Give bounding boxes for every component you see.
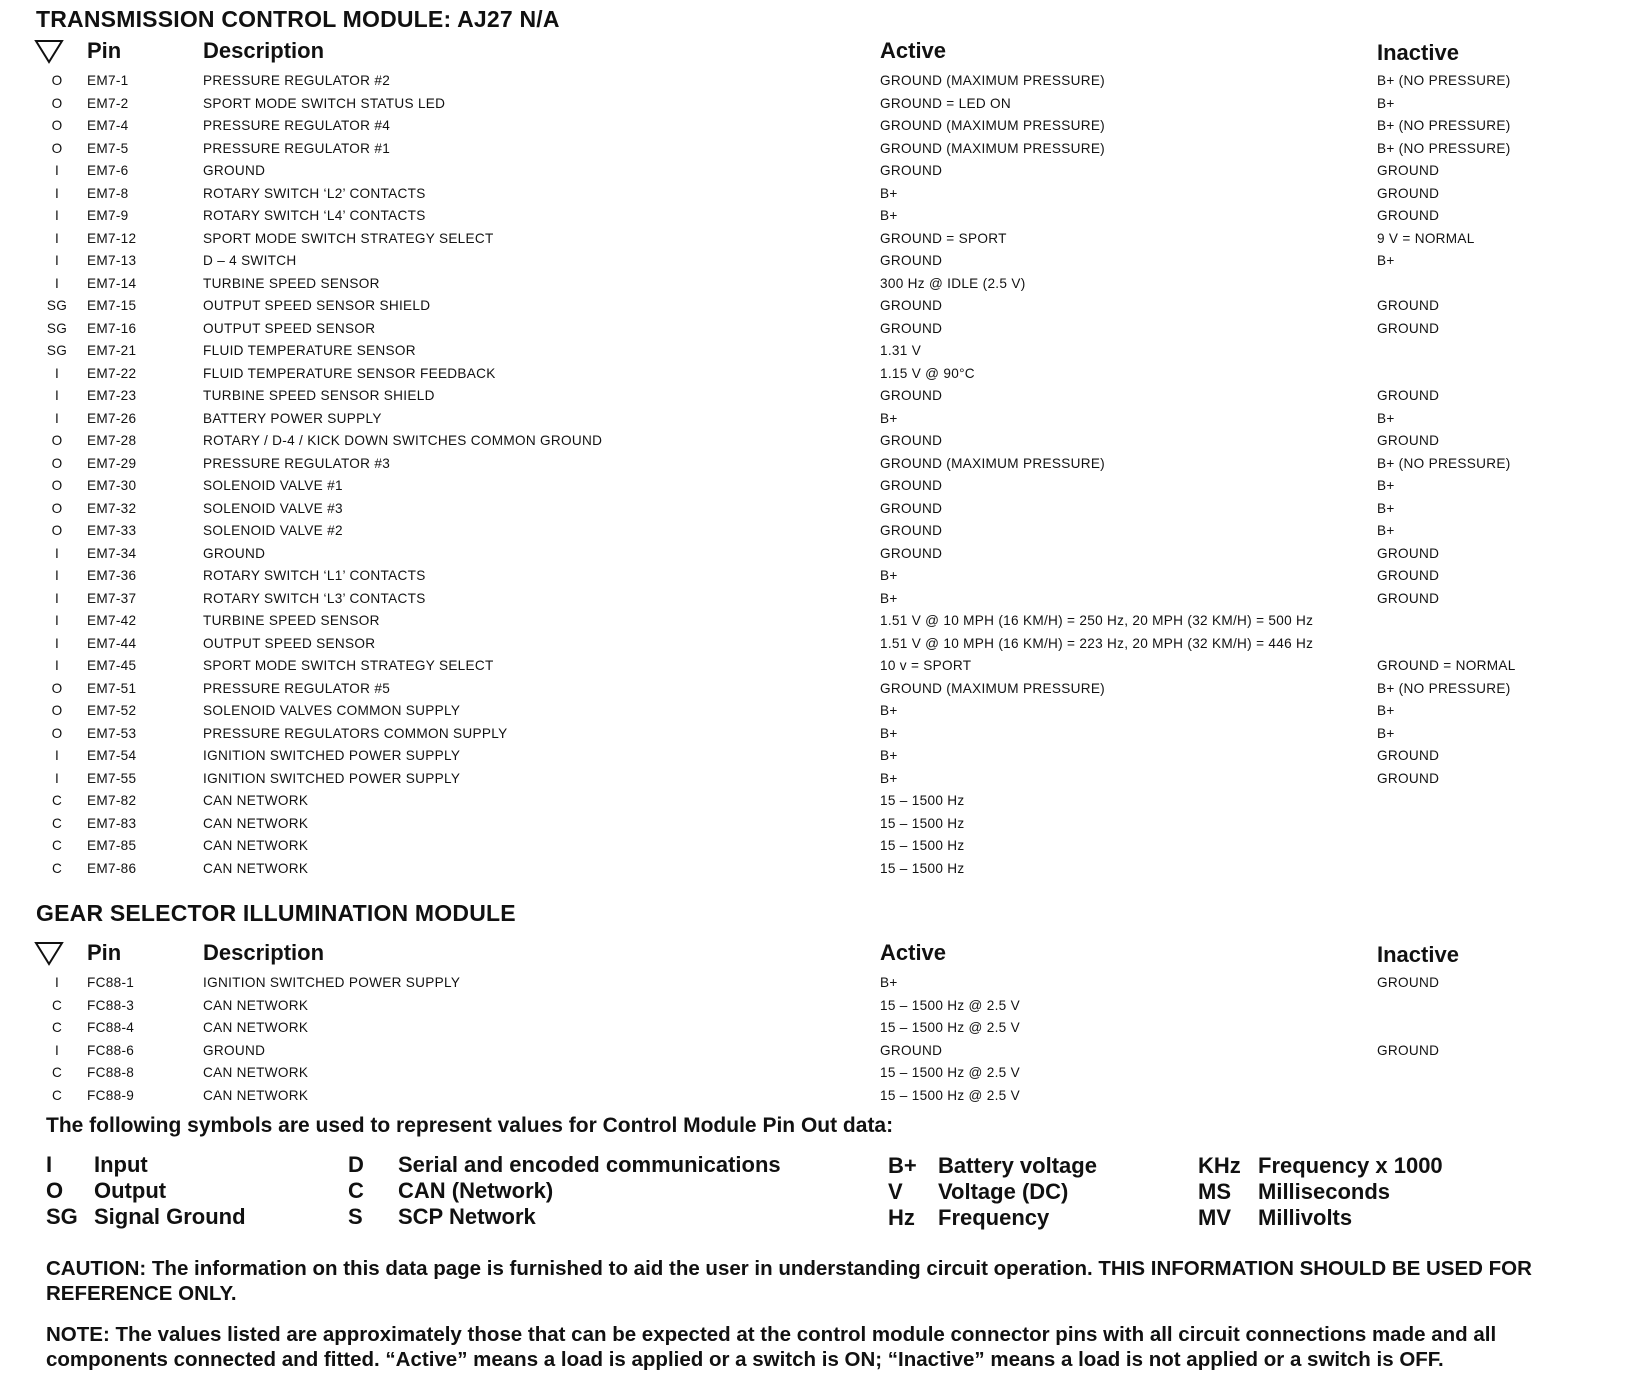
pin-id: EM7-52: [87, 703, 137, 718]
pin-type: O: [51, 725, 63, 741]
legend-symbol: I: [46, 1152, 53, 1177]
tcm-table-row: [0, 813, 1648, 836]
pin-id: EM7-29: [87, 455, 137, 471]
caution-text: CAUTION: The information on this data page is furnished to aid the user in understanding circuit operation. THIS INFORMATION SHOULD BE USED FOR REFERENCE ONLY.: [46, 1257, 1532, 1305]
active-value: GROUND: [880, 298, 943, 313]
tcm-table-row: [0, 138, 1648, 161]
active-value: 10 v = SPORT: [880, 658, 972, 673]
legend-symbol: V: [888, 1179, 903, 1204]
gsim-header-description: Description: [203, 940, 325, 965]
inactive-value: GROUND: [1377, 770, 1440, 786]
pin-type: I: [54, 658, 60, 673]
legend-symbol: MS: [1198, 1179, 1231, 1204]
pin-type: C: [51, 1065, 63, 1080]
pin-type: I: [54, 410, 60, 426]
pin-description: GROUND: [203, 1042, 266, 1058]
active-value: GROUND (MAXIMUM PRESSURE): [880, 455, 1106, 471]
pin-id: EM7-14: [87, 275, 137, 291]
gsim-table-row: [0, 1040, 1648, 1063]
pin-type: C: [51, 997, 63, 1013]
pin-id: EM7-82: [87, 793, 137, 808]
active-value: GROUND (MAXIMUM PRESSURE): [880, 118, 1106, 133]
tcm-table-row: [0, 115, 1648, 138]
pin-type: O: [51, 680, 63, 696]
pin-id: FC88-8: [87, 1065, 135, 1080]
inactive-value: B+ (NO PRESSURE): [1377, 140, 1511, 156]
pin-type: I: [54, 388, 60, 403]
pin-type: I: [54, 230, 60, 246]
active-value: GROUND: [880, 388, 943, 403]
legend-symbol: SG: [46, 1204, 78, 1229]
active-value: GROUND = SPORT: [880, 230, 1007, 246]
pin-id: EM7-28: [87, 433, 137, 448]
tcm-table-row: [0, 498, 1648, 521]
legend-symbol: S: [348, 1204, 363, 1229]
inactive-value: B+: [1377, 253, 1395, 268]
pin-type: O: [51, 455, 63, 471]
symbol-legend: [0, 1152, 1648, 1236]
pin-id: EM7-9: [87, 208, 129, 223]
legend-symbol: Hz: [888, 1205, 915, 1230]
pin-id: FC88-3: [87, 997, 135, 1013]
pin-id: EM7-2: [87, 95, 129, 111]
pin-type: SG: [46, 298, 68, 313]
legend-symbol: B+: [888, 1153, 917, 1178]
inactive-value: B+ (NO PRESSURE): [1377, 680, 1511, 696]
pin-id: FC88-4: [87, 1020, 135, 1035]
inactive-value: GROUND: [1377, 298, 1440, 313]
inactive-value: GROUND = NORMAL: [1377, 658, 1516, 673]
legend-text: Serial and encoded communications: [398, 1152, 781, 1177]
active-value: B+: [880, 410, 898, 426]
legend-text: Voltage (DC): [938, 1179, 1069, 1204]
pin-id: EM7-34: [87, 545, 137, 561]
pin-description: CAN NETWORK: [203, 1065, 309, 1080]
legend-symbol: MV: [1198, 1205, 1231, 1230]
active-value: 1.51 V @ 10 MPH (16 KM/H) = 223 Hz, 20 MPH (32 KM/H) = 446 Hz: [880, 635, 1314, 651]
active-value: GROUND (MAXIMUM PRESSURE): [880, 140, 1106, 156]
gsim-table-row: [0, 1062, 1648, 1085]
tcm-table-row: [0, 543, 1648, 566]
active-value: GROUND = LED ON: [880, 95, 1012, 111]
pin-type: C: [51, 1020, 63, 1035]
pin-description: SOLENOID VALVES COMMON SUPPLY: [203, 703, 461, 718]
pin-description: PRESSURE REGULATORS COMMON SUPPLY: [203, 725, 508, 741]
triangle-down-icon: [34, 38, 64, 64]
tcm-table-row: [0, 228, 1648, 251]
tcm-table-row: [0, 250, 1648, 273]
tcm-table-row: [0, 745, 1648, 768]
pin-description: IGNITION SWITCHED POWER SUPPLY: [203, 975, 461, 990]
active-value: B+: [880, 208, 898, 223]
inactive-value: B+: [1377, 703, 1395, 718]
active-value: GROUND: [880, 500, 943, 516]
inactive-value: GROUND: [1377, 568, 1440, 583]
pin-id: EM7-8: [87, 185, 129, 201]
pin-description: IGNITION SWITCHED POWER SUPPLY: [203, 748, 461, 763]
pin-type: C: [51, 815, 63, 831]
gsim-table-row: [0, 1085, 1648, 1108]
pin-description: CAN NETWORK: [203, 838, 309, 853]
pin-id: EM7-30: [87, 478, 137, 493]
pin-type: SG: [46, 343, 68, 358]
tcm-table-row: [0, 160, 1648, 183]
tcm-header-pin: Pin: [87, 38, 122, 63]
pin-description: OUTPUT SPEED SENSOR: [203, 320, 376, 336]
active-value: B+: [880, 748, 898, 763]
pin-id: FC88-9: [87, 1087, 135, 1103]
tcm-table: [0, 70, 1648, 880]
gsim-title: GEAR SELECTOR ILLUMINATION MODULE: [36, 900, 516, 926]
active-value: B+: [880, 725, 898, 741]
legend-text: Output: [94, 1178, 167, 1203]
pin-id: EM7-15: [87, 298, 137, 313]
active-value: 15 – 1500 Hz: [880, 815, 965, 831]
legend-text: Signal Ground: [94, 1204, 246, 1229]
pin-type: C: [51, 838, 63, 853]
active-value: GROUND (MAXIMUM PRESSURE): [880, 680, 1106, 696]
inactive-value: GROUND: [1377, 590, 1440, 606]
inactive-value: GROUND: [1377, 320, 1440, 336]
inactive-value: GROUND: [1377, 185, 1440, 201]
pin-id: EM7-22: [87, 365, 137, 381]
legend-text: Millivolts: [1258, 1205, 1353, 1230]
active-value: 15 – 1500 Hz @ 2.5 V: [880, 1065, 1020, 1080]
tcm-table-row: [0, 768, 1648, 791]
inactive-value: GROUND: [1377, 975, 1440, 990]
legend-intro: The following symbols are used to represent values for Control Module Pin Out data:: [46, 1114, 894, 1137]
pin-description: OUTPUT SPEED SENSOR SHIELD: [203, 298, 431, 313]
pin-description: SOLENOID VALVE #2: [203, 523, 343, 538]
pin-description: ROTARY SWITCH ‘L2’ CONTACTS: [203, 185, 426, 201]
pin-type: I: [54, 208, 60, 223]
pin-type: O: [51, 140, 63, 156]
pin-id: EM7-23: [87, 388, 137, 403]
active-value: GROUND (MAXIMUM PRESSURE): [880, 73, 1106, 88]
tcm-table-row: [0, 183, 1648, 206]
pin-type: I: [54, 1042, 60, 1058]
tcm-table-row: [0, 655, 1648, 678]
pin-id: EM7-51: [87, 680, 137, 696]
tcm-table-row: [0, 430, 1648, 453]
gsim-header-row: [0, 940, 1648, 970]
active-value: 15 – 1500 Hz: [880, 838, 965, 853]
tcm-table-row: [0, 408, 1648, 431]
pin-type: O: [51, 95, 63, 111]
pin-id: EM7-13: [87, 253, 137, 268]
pin-id: EM7-1: [87, 73, 129, 88]
tcm-table-row: [0, 790, 1648, 813]
pin-type: I: [54, 568, 60, 583]
pin-id: EM7-12: [87, 230, 137, 246]
active-value: GROUND: [880, 478, 943, 493]
inactive-value: GROUND: [1377, 163, 1440, 178]
gsim-table-row: [0, 1017, 1648, 1040]
inactive-value: GROUND: [1377, 208, 1440, 223]
inactive-value: GROUND: [1377, 1042, 1440, 1058]
inactive-value: B+ (NO PRESSURE): [1377, 455, 1511, 471]
active-value: B+: [880, 590, 898, 606]
active-value: 15 – 1500 Hz: [880, 860, 965, 876]
pin-id: FC88-1: [87, 975, 135, 990]
pin-id: EM7-54: [87, 748, 137, 763]
legend-text: Frequency: [938, 1205, 1050, 1230]
active-value: B+: [880, 770, 898, 786]
pin-description: SPORT MODE SWITCH STRATEGY SELECT: [203, 658, 494, 673]
pin-description: CAN NETWORK: [203, 793, 309, 808]
pin-description: ROTARY SWITCH ‘L1’ CONTACTS: [203, 568, 426, 583]
pin-type: O: [51, 433, 63, 448]
inactive-value: GROUND: [1377, 388, 1440, 403]
pin-description: OUTPUT SPEED SENSOR: [203, 635, 376, 651]
inactive-value: 9 V = NORMAL: [1377, 230, 1475, 246]
active-value: B+: [880, 975, 898, 990]
gsim-header-pin: Pin: [87, 940, 122, 965]
tcm-table-row: [0, 610, 1648, 633]
tcm-table-row: [0, 273, 1648, 296]
pin-id: EM7-5: [87, 140, 129, 156]
pin-description: SPORT MODE SWITCH STRATEGY SELECT: [203, 230, 494, 246]
pin-description: ROTARY / D-4 / KICK DOWN SWITCHES COMMON GROUND: [203, 433, 603, 448]
tcm-title: TRANSMISSION CONTROL MODULE: AJ27 N/A: [36, 6, 560, 32]
pin-id: EM7-37: [87, 590, 137, 606]
active-value: B+: [880, 703, 898, 718]
tcm-table-row: [0, 93, 1648, 116]
tcm-header-inactive: Inactive: [1377, 40, 1459, 65]
note-text: NOTE: The values listed are approximately those that can be expected at the control module connector pins with all circuit connections made and all components connected and fitted. “Active” means a load is applied or a switch is ON; “Inactive” means a load is not applied or a switch is OFF.: [46, 1323, 1497, 1371]
pin-description: TURBINE SPEED SENSOR: [203, 275, 380, 291]
legend-text: CAN (Network): [398, 1178, 554, 1203]
inactive-value: B+: [1377, 725, 1395, 741]
pin-id: FC88-6: [87, 1042, 135, 1058]
active-value: GROUND: [880, 1042, 943, 1058]
pin-id: EM7-33: [87, 523, 137, 538]
pin-id: EM7-86: [87, 860, 137, 876]
tcm-table-row: [0, 363, 1648, 386]
tcm-table-row: [0, 700, 1648, 723]
inactive-value: B+: [1377, 500, 1395, 516]
pin-description: SOLENOID VALVE #3: [203, 500, 343, 516]
legend-symbol: O: [46, 1178, 64, 1203]
pin-id: EM7-36: [87, 568, 137, 583]
pin-type: I: [54, 253, 60, 268]
pin-type: I: [54, 613, 60, 628]
tcm-table-row: [0, 565, 1648, 588]
inactive-value: B+: [1377, 478, 1395, 493]
pin-description: D – 4 SWITCH: [203, 253, 297, 268]
pin-description: TURBINE SPEED SENSOR: [203, 613, 380, 628]
pin-description: FLUID TEMPERATURE SENSOR FEEDBACK: [203, 365, 496, 381]
pin-type: SG: [46, 320, 68, 336]
pin-description: CAN NETWORK: [203, 1087, 309, 1103]
pin-type: O: [51, 703, 63, 718]
pin-id: EM7-6: [87, 163, 129, 178]
active-value: 1.51 V @ 10 MPH (16 KM/H) = 250 Hz, 20 MPH (32 KM/H) = 500 Hz: [880, 613, 1314, 628]
active-value: B+: [880, 185, 898, 201]
legend-text: Input: [94, 1152, 148, 1177]
pin-type: O: [51, 118, 63, 133]
active-value: GROUND: [880, 253, 943, 268]
pin-description: CAN NETWORK: [203, 815, 309, 831]
tcm-table-row: [0, 678, 1648, 701]
inactive-value: B+ (NO PRESSURE): [1377, 118, 1511, 133]
pin-description: PRESSURE REGULATOR #4: [203, 118, 391, 133]
pin-type: I: [54, 275, 60, 291]
tcm-table-row: [0, 835, 1648, 858]
legend-symbol: D: [348, 1152, 364, 1177]
tcm-table-row: [0, 318, 1648, 341]
pin-description: PRESSURE REGULATOR #5: [203, 680, 391, 696]
legend-text: SCP Network: [398, 1204, 536, 1229]
tcm-table-row: [0, 588, 1648, 611]
inactive-value: B+: [1377, 95, 1395, 111]
tcm-table-row: [0, 453, 1648, 476]
inactive-value: GROUND: [1377, 545, 1440, 561]
tcm-header-description: Description: [203, 38, 325, 63]
pin-type: I: [54, 635, 60, 651]
inactive-value: GROUND: [1377, 433, 1440, 448]
pin-description: GROUND: [203, 163, 266, 178]
active-value: GROUND: [880, 163, 943, 178]
inactive-value: B+ (NO PRESSURE): [1377, 73, 1511, 88]
tcm-table-row: [0, 858, 1648, 881]
pin-type: O: [51, 478, 63, 493]
pin-id: EM7-21: [87, 343, 137, 358]
pin-description: TURBINE SPEED SENSOR SHIELD: [203, 388, 435, 403]
tcm-table-row: [0, 70, 1648, 93]
active-value: 1.31 V: [880, 343, 922, 358]
pin-type: O: [51, 500, 63, 516]
pin-type: O: [51, 73, 63, 88]
gsim-header-active: Active: [880, 940, 947, 965]
pin-description: SOLENOID VALVE #1: [203, 478, 343, 493]
active-value: GROUND: [880, 545, 943, 561]
pin-id: EM7-55: [87, 770, 137, 786]
pin-description: ROTARY SWITCH ‘L3’ CONTACTS: [203, 590, 426, 606]
active-value: GROUND: [880, 433, 943, 448]
active-value: B+: [880, 568, 898, 583]
pin-description: CAN NETWORK: [203, 997, 309, 1013]
tcm-table-row: [0, 633, 1648, 656]
pin-description: SPORT MODE SWITCH STATUS LED: [203, 95, 446, 111]
gsim-table-row: [0, 972, 1648, 995]
legend-symbol: C: [348, 1178, 364, 1203]
tcm-table-row: [0, 340, 1648, 363]
pin-description: BATTERY POWER SUPPLY: [203, 410, 382, 426]
pin-id: EM7-53: [87, 725, 137, 741]
pin-id: EM7-44: [87, 635, 137, 651]
pin-type: I: [54, 185, 60, 201]
gsim-header-inactive: Inactive: [1377, 942, 1459, 967]
pin-type: C: [51, 860, 63, 876]
pin-description: CAN NETWORK: [203, 860, 309, 876]
pin-description: CAN NETWORK: [203, 1020, 309, 1035]
pin-type: I: [54, 975, 60, 990]
pin-type: I: [54, 163, 60, 178]
pin-type: O: [51, 523, 63, 538]
pin-type: I: [54, 545, 60, 561]
pin-id: EM7-45: [87, 658, 137, 673]
tcm-table-row: [0, 520, 1648, 543]
pin-type: I: [54, 770, 60, 786]
legend-symbol: KHz: [1198, 1153, 1241, 1178]
legend-text: Battery voltage: [938, 1153, 1097, 1178]
inactive-value: B+: [1377, 410, 1395, 426]
pin-type: I: [54, 748, 60, 763]
legend-text: Frequency x 1000: [1258, 1153, 1443, 1178]
pin-id: EM7-85: [87, 838, 137, 853]
tcm-table-row: [0, 723, 1648, 746]
pin-type: C: [51, 793, 63, 808]
active-value: 15 – 1500 Hz @ 2.5 V: [880, 997, 1020, 1013]
tcm-header-active: Active: [880, 38, 947, 63]
tcm-table-row: [0, 385, 1648, 408]
active-value: 15 – 1500 Hz @ 2.5 V: [880, 1087, 1020, 1103]
active-value: GROUND: [880, 523, 943, 538]
pin-id: EM7-83: [87, 815, 137, 831]
tcm-table-row: [0, 295, 1648, 318]
active-value: 15 – 1500 Hz: [880, 793, 965, 808]
tcm-header-row: [0, 38, 1648, 68]
gsim-table: [0, 972, 1648, 1107]
pin-id: EM7-16: [87, 320, 137, 336]
pin-description: PRESSURE REGULATOR #2: [203, 73, 391, 88]
pin-description: ROTARY SWITCH ‘L4’ CONTACTS: [203, 208, 426, 223]
gsim-table-row: [0, 995, 1648, 1018]
pin-id: EM7-26: [87, 410, 137, 426]
pin-description: FLUID TEMPERATURE SENSOR: [203, 343, 416, 358]
pin-id: EM7-32: [87, 500, 137, 516]
active-value: 1.15 V @ 90°C: [880, 365, 975, 381]
active-value: 300 Hz @ IDLE (2.5 V): [880, 275, 1026, 291]
active-value: GROUND: [880, 320, 943, 336]
inactive-value: GROUND: [1377, 748, 1440, 763]
active-value: 15 – 1500 Hz @ 2.5 V: [880, 1020, 1020, 1035]
pin-type: C: [51, 1087, 63, 1103]
pin-description: PRESSURE REGULATOR #3: [203, 455, 391, 471]
pin-description: IGNITION SWITCHED POWER SUPPLY: [203, 770, 461, 786]
tcm-table-row: [0, 475, 1648, 498]
pin-description: PRESSURE REGULATOR #1: [203, 140, 391, 156]
pin-type: I: [54, 590, 60, 606]
triangle-down-icon: [34, 940, 64, 966]
pin-type: I: [54, 365, 60, 381]
pin-id: EM7-42: [87, 613, 137, 628]
pin-description: GROUND: [203, 545, 266, 561]
inactive-value: B+: [1377, 523, 1395, 538]
tcm-table-row: [0, 205, 1648, 228]
pin-id: EM7-4: [87, 118, 129, 133]
legend-text: Milliseconds: [1258, 1179, 1391, 1204]
